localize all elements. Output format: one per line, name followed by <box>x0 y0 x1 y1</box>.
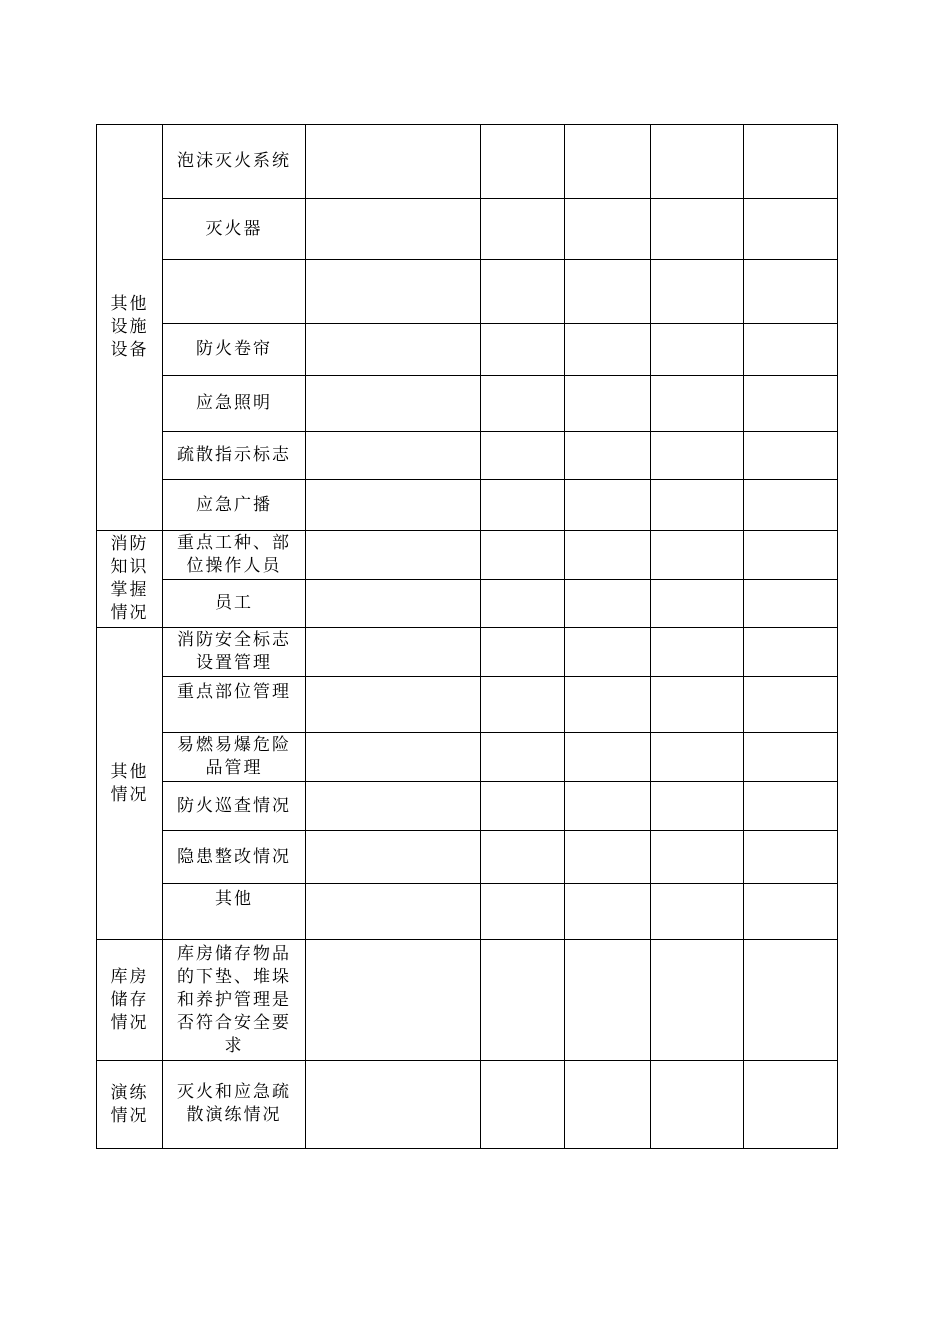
table-row <box>97 628 838 677</box>
table-row <box>97 733 838 782</box>
item-cell <box>163 260 306 324</box>
input-cell[interactable] <box>565 831 651 884</box>
input-cell[interactable] <box>651 628 744 677</box>
item-cell <box>163 125 306 199</box>
input-cell[interactable] <box>565 432 651 480</box>
input-cell[interactable] <box>481 940 565 1061</box>
item-label: 防火巡查情况 <box>177 795 291 816</box>
input-cell[interactable] <box>565 580 651 628</box>
input-cell[interactable] <box>565 628 651 677</box>
group-cell-other-equipment <box>97 125 163 531</box>
input-cell[interactable] <box>481 125 565 199</box>
item-cell <box>163 432 306 480</box>
item-cell <box>163 940 306 1061</box>
input-cell[interactable] <box>481 432 565 480</box>
input-cell[interactable] <box>306 125 481 199</box>
item-label: 重点部位管理 <box>177 682 291 702</box>
input-cell[interactable] <box>306 831 481 884</box>
input-cell[interactable] <box>306 940 481 1061</box>
item-label: 隐患整改情况 <box>177 846 291 867</box>
input-cell[interactable] <box>565 677 651 733</box>
input-cell[interactable] <box>565 324 651 376</box>
input-cell[interactable] <box>651 884 744 940</box>
input-cell[interactable] <box>565 884 651 940</box>
inspection-table <box>96 124 838 1149</box>
group-label: 库房储存情况 <box>110 966 149 1033</box>
item-cell <box>163 677 306 733</box>
input-cell[interactable] <box>306 1061 481 1149</box>
group-cell-storage <box>97 940 163 1061</box>
table-row <box>97 531 838 580</box>
input-cell[interactable] <box>306 677 481 733</box>
item-label: 易燃易爆危险品管理 <box>177 735 291 778</box>
item-cell <box>163 1061 306 1149</box>
input-cell[interactable] <box>651 324 744 376</box>
input-cell[interactable] <box>651 1061 744 1149</box>
item-label: 疏散指示标志 <box>177 445 291 465</box>
input-cell[interactable] <box>481 628 565 677</box>
group-cell-other-situation <box>97 628 163 940</box>
input-cell[interactable] <box>481 199 565 260</box>
item-cell <box>163 884 306 940</box>
input-cell[interactable] <box>744 733 838 782</box>
item-label: 消防安全标志设置管理 <box>177 630 291 673</box>
input-cell[interactable] <box>306 260 481 324</box>
input-cell[interactable] <box>565 531 651 580</box>
input-cell[interactable] <box>651 733 744 782</box>
input-cell[interactable] <box>306 199 481 260</box>
input-cell[interactable] <box>481 580 565 628</box>
input-cell[interactable] <box>306 884 481 940</box>
table-row <box>97 677 838 733</box>
input-cell[interactable] <box>565 260 651 324</box>
input-cell[interactable] <box>565 199 651 260</box>
input-cell[interactable] <box>744 831 838 884</box>
item-label: 应急照明 <box>196 393 272 413</box>
item-cell <box>163 733 306 782</box>
table-row <box>97 125 838 199</box>
input-cell[interactable] <box>306 376 481 432</box>
input-cell[interactable] <box>481 260 565 324</box>
item-label: 灭火器 <box>205 218 263 239</box>
table-row <box>97 831 838 884</box>
input-cell[interactable] <box>306 432 481 480</box>
input-cell[interactable] <box>744 125 838 199</box>
input-cell[interactable] <box>481 733 565 782</box>
input-cell[interactable] <box>651 531 744 580</box>
input-cell[interactable] <box>744 580 838 628</box>
input-cell[interactable] <box>481 480 565 531</box>
input-cell[interactable] <box>565 125 651 199</box>
input-cell[interactable] <box>306 733 481 782</box>
item-label: 重点工种、部位操作人员 <box>177 533 291 576</box>
input-cell[interactable] <box>651 940 744 1061</box>
input-cell[interactable] <box>565 733 651 782</box>
input-cell[interactable] <box>651 432 744 480</box>
table-row <box>97 432 838 480</box>
item-cell <box>163 324 306 376</box>
item-cell <box>163 782 306 831</box>
table-row <box>97 940 838 1061</box>
input-cell[interactable] <box>565 480 651 531</box>
table-row <box>97 1061 838 1149</box>
input-cell[interactable] <box>651 677 744 733</box>
input-cell[interactable] <box>481 1061 565 1149</box>
item-label: 泡沫灭火系统 <box>177 151 291 171</box>
table-row <box>97 324 838 376</box>
input-cell[interactable] <box>481 324 565 376</box>
input-cell[interactable] <box>744 324 838 376</box>
input-cell[interactable] <box>306 480 481 531</box>
item-label: 灭火和应急疏散演练情况 <box>177 1082 291 1125</box>
group-label: 其他设施设备 <box>110 294 149 360</box>
input-cell[interactable] <box>744 1061 838 1149</box>
input-cell[interactable] <box>744 199 838 260</box>
table-row <box>97 376 838 432</box>
input-cell[interactable] <box>744 940 838 1061</box>
input-cell[interactable] <box>565 1061 651 1149</box>
table-row <box>97 782 838 831</box>
input-cell[interactable] <box>651 831 744 884</box>
input-cell[interactable] <box>306 324 481 376</box>
table-row <box>97 480 838 531</box>
item-cell <box>163 199 306 260</box>
input-cell[interactable] <box>744 432 838 480</box>
group-label: 演练情况 <box>110 1082 149 1126</box>
input-cell[interactable] <box>744 260 838 324</box>
group-label: 消防知识掌握情况 <box>110 534 149 623</box>
input-cell[interactable] <box>651 580 744 628</box>
input-cell[interactable] <box>306 580 481 628</box>
input-cell[interactable] <box>744 628 838 677</box>
item-label: 其他 <box>215 889 253 909</box>
input-cell[interactable] <box>744 480 838 531</box>
input-cell[interactable] <box>651 480 744 531</box>
item-label: 防火卷帘 <box>196 339 272 359</box>
input-cell[interactable] <box>306 628 481 677</box>
input-cell[interactable] <box>744 677 838 733</box>
input-cell[interactable] <box>744 884 838 940</box>
input-cell[interactable] <box>651 782 744 831</box>
item-cell <box>163 480 306 531</box>
input-cell[interactable] <box>744 782 838 831</box>
input-cell[interactable] <box>306 782 481 831</box>
input-cell[interactable] <box>651 125 744 199</box>
input-cell[interactable] <box>481 531 565 580</box>
input-cell[interactable] <box>306 531 481 580</box>
input-cell[interactable] <box>651 199 744 260</box>
input-cell[interactable] <box>481 782 565 831</box>
input-cell[interactable] <box>481 831 565 884</box>
group-cell-drill <box>97 1061 163 1149</box>
item-cell <box>163 531 306 580</box>
input-cell[interactable] <box>565 376 651 432</box>
group-cell-fire-knowledge <box>97 531 163 628</box>
item-cell <box>163 580 306 628</box>
input-cell[interactable] <box>565 940 651 1061</box>
table-row <box>97 884 838 940</box>
input-cell[interactable] <box>651 260 744 324</box>
item-label: 应急广播 <box>196 494 272 515</box>
input-cell[interactable] <box>744 531 838 580</box>
item-label: 库房储存物品的下垫、堆垛和养护管理是否符合安全要求 <box>177 943 291 1056</box>
item-cell <box>163 831 306 884</box>
input-cell[interactable] <box>565 782 651 831</box>
input-cell[interactable] <box>481 677 565 733</box>
table-row <box>97 199 838 260</box>
item-cell <box>163 376 306 432</box>
input-cell[interactable] <box>481 376 565 432</box>
input-cell[interactable] <box>481 884 565 940</box>
input-cell[interactable] <box>744 376 838 432</box>
table-row <box>97 580 838 628</box>
table-row <box>97 260 838 324</box>
item-label: 员工 <box>215 593 253 613</box>
group-label: 其他情况 <box>110 761 149 805</box>
input-cell[interactable] <box>651 376 744 432</box>
item-cell <box>163 628 306 677</box>
